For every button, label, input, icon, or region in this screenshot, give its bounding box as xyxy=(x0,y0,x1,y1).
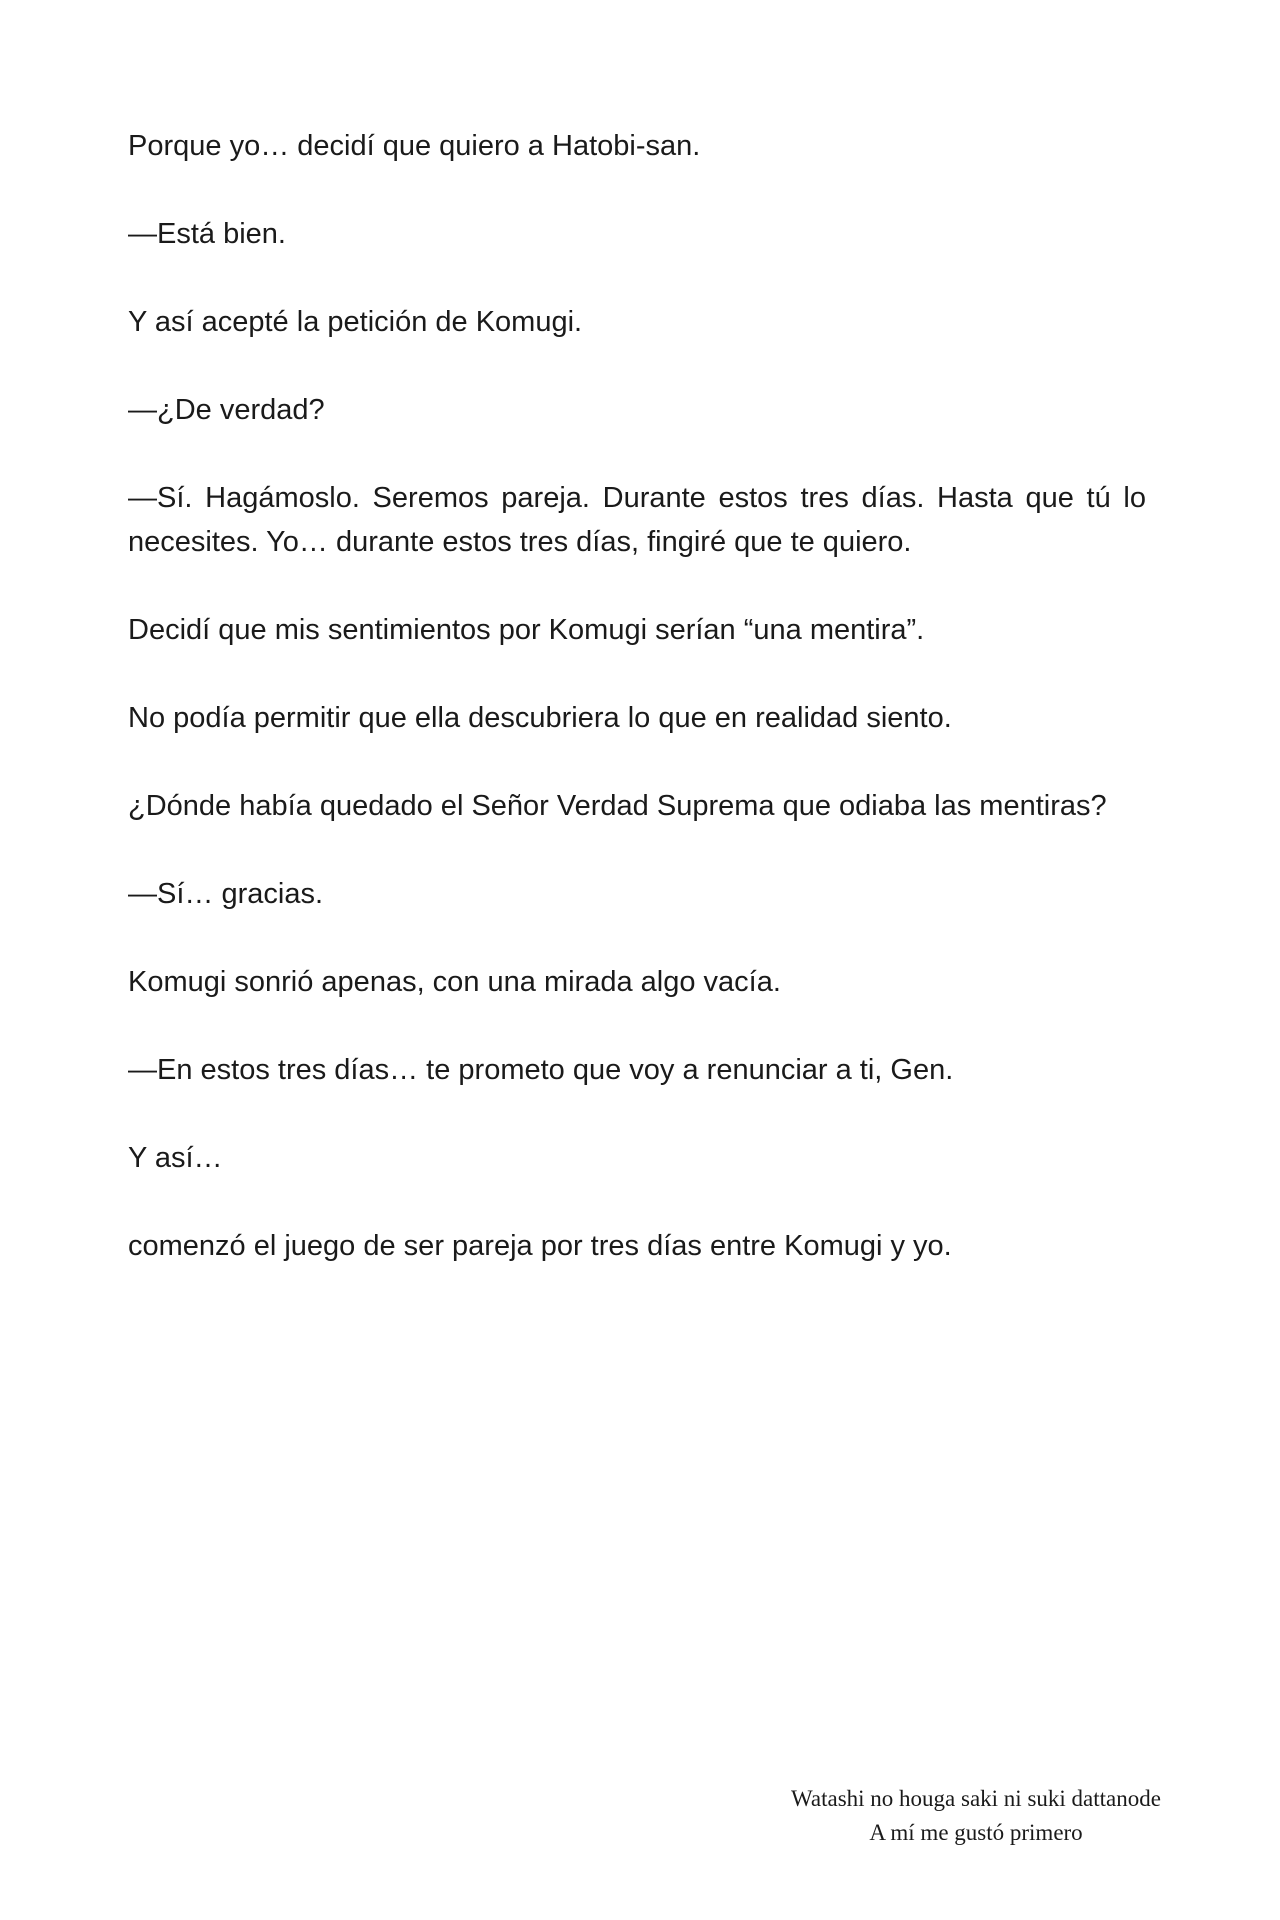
paragraph: Komugi sonrió apenas, con una mirada algo vacía. xyxy=(128,966,781,998)
paragraph: comenzó el juego de ser pareja por tres días entre Komugi y yo. xyxy=(128,1230,952,1262)
paragraph: Decidí que mis sentimientos por Komugi serían “una mentira”. xyxy=(128,614,925,646)
paragraph: No podía permitir que ella descubriera lo que en realidad siento. xyxy=(128,702,952,734)
paragraph: Y así acepté la petición de Komugi. xyxy=(128,306,583,338)
paragraph: Porque yo… decidí que quiero a Hatobi-san. xyxy=(128,130,701,162)
page-body xyxy=(128,124,1146,1312)
paragraph: —Sí… gracias. xyxy=(128,878,323,910)
paragraph: —Está bien. xyxy=(128,218,286,250)
footer-title-spanish: A mí me gustó primero xyxy=(869,1820,1083,1845)
paragraph: Y así… xyxy=(128,1142,223,1174)
paragraph: —Sí. Hagámoslo. Seremos pareja. Durante estos tres días. Hasta que tú lo necesites. Yo… durante estos tres días, fingiré que te quiero. xyxy=(128,482,1146,558)
paragraph: —¿De verdad? xyxy=(128,394,325,426)
footer-title-romaji: Watashi no houga saki ni suki dattanode xyxy=(791,1786,1161,1811)
paragraph: ¿Dónde había quedado el Señor Verdad Suprema que odiaba las mentiras? xyxy=(128,790,1107,822)
page-footer xyxy=(740,1782,1212,1850)
paragraph: —En estos tres días… te prometo que voy a renunciar a ti, Gen. xyxy=(128,1054,954,1086)
